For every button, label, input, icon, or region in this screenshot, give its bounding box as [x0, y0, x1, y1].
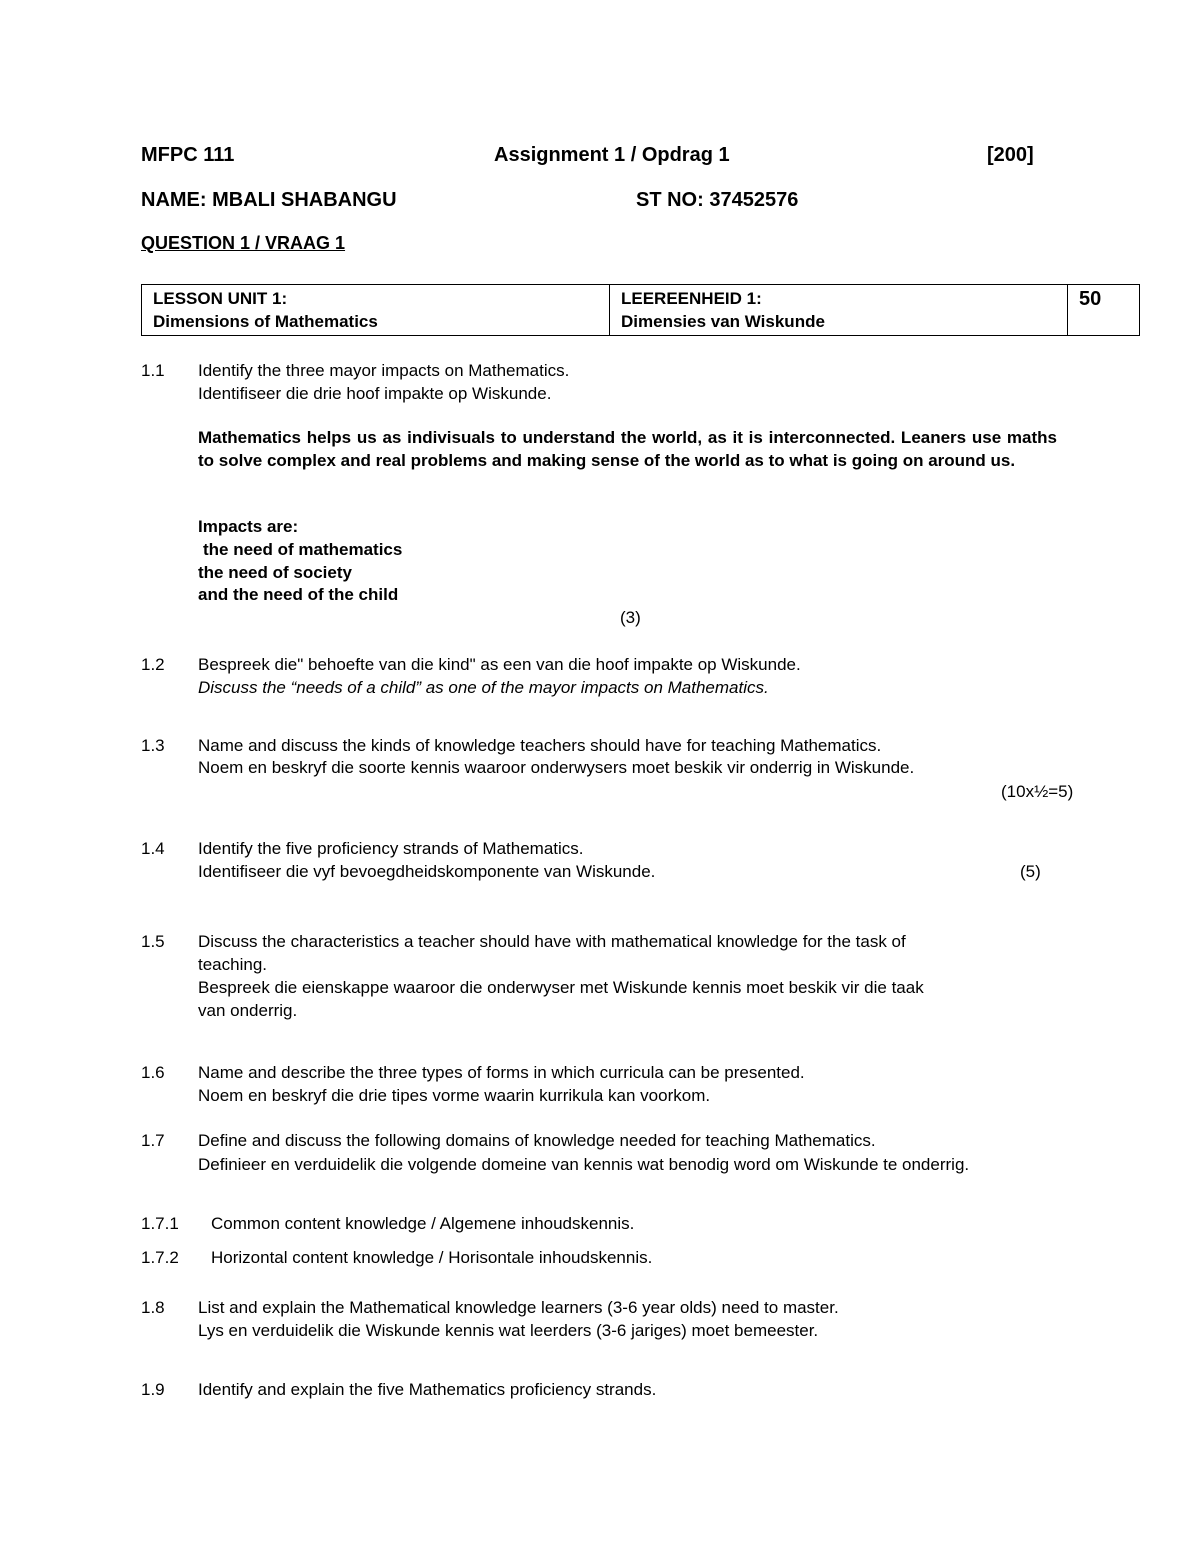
assignment-title: Assignment 1 / Opdrag 1 — [494, 144, 730, 166]
course-code: MFPC 111 — [141, 144, 235, 166]
impacts-heading: Impacts are: — [198, 517, 299, 536]
leereenheid-title: Dimensies van Wiskunde — [621, 312, 825, 331]
q1-2-english: Discuss the “needs of a child” as one of the mayor impacts on Mathematics. — [198, 678, 769, 697]
q1-7-english: Define and discuss the following domains of knowledge needed for teaching Mathematics. — [198, 1131, 876, 1150]
lesson-cell-english — [142, 285, 610, 336]
q1-1-number: 1.1 — [141, 361, 165, 380]
lesson-unit-table — [141, 284, 1140, 336]
student-number: ST NO: 37452576 — [636, 189, 799, 211]
impact-item: the need of mathematics — [203, 540, 403, 559]
leereenheid-label: LEEREENHEID 1: — [621, 289, 762, 308]
q1-1-marks: (3) — [620, 608, 641, 627]
q1-2-afrikaans: Bespreek die" behoefte van die kind" as een van die hoof impakte op Wiskunde. — [198, 655, 801, 674]
q1-1-answer: Mathematics helps us as indivisuals to understand the world, as it is interconnected. Leaners use maths to solve complex and real problems and making sense of the world as to what is going on around us. — [198, 428, 1057, 470]
q1-6-afrikaans: Noem en beskryf die drie tipes vorme waarin kurrikula kan voorkom. — [198, 1086, 711, 1105]
q1-8-afrikaans: Lys en verduidelik die Wiskunde kennis wat leerders (3-6 jariges) moet bemeester. — [198, 1321, 819, 1340]
q1-3-number: 1.3 — [141, 736, 165, 755]
impact-item: the need of society — [198, 563, 352, 582]
q1-7-number: 1.7 — [141, 1131, 165, 1150]
q1-5-number: 1.5 — [141, 932, 165, 951]
q1-2-number: 1.2 — [141, 655, 165, 674]
q1-6-english: Name and describe the three types of forms in which curricula can be presented. — [198, 1063, 805, 1082]
student-name: NAME: MBALI SHABANGU — [141, 189, 397, 211]
q1-6-number: 1.6 — [141, 1063, 165, 1082]
impact-item: and the need of the child — [198, 585, 399, 604]
q1-9-number: 1.9 — [141, 1380, 165, 1399]
lesson-unit-label: LESSON UNIT 1: — [153, 289, 288, 308]
q1-3-marks: (10x½=5) — [1001, 782, 1074, 801]
q1-4-marks: (5) — [1020, 862, 1041, 881]
question-heading: QUESTION 1 / VRAAG 1 — [141, 233, 346, 253]
lesson-cell-afrikaans — [610, 285, 1068, 336]
q1-4-afrikaans: Identifiseer die vyf bevoegdheidskomponente van Wiskunde. — [198, 862, 656, 881]
q1-8-number: 1.8 — [141, 1298, 165, 1317]
total-marks: [200] — [987, 144, 1034, 166]
q1-4-english: Identify the five proficiency strands of Mathematics. — [198, 839, 584, 858]
q1-7-2-text: Horizontal content knowledge / Horisontale inhoudskennis. — [211, 1248, 653, 1267]
q1-8-english: List and explain the Mathematical knowledge learners (3-6 year olds) need to master. — [198, 1298, 839, 1317]
q1-3-english: Name and discuss the kinds of knowledge teachers should have for teaching Mathematics. — [198, 736, 882, 755]
q1-5-afrikaans-line1: Bespreek die eienskappe waaroor die onderwyser met Wiskunde kennis moet beskik vir die taak — [198, 978, 924, 997]
q1-7-2-number: 1.7.2 — [141, 1248, 179, 1267]
q1-7-1-text: Common content knowledge / Algemene inhoudskennis. — [211, 1214, 635, 1233]
q1-5-english-line1: Discuss the characteristics a teacher should have with mathematical knowledge for the task of — [198, 932, 906, 951]
q1-9-english: Identify and explain the five Mathematics proficiency strands. — [198, 1380, 657, 1399]
q1-7-1-number: 1.7.1 — [141, 1214, 179, 1233]
q1-1-afrikaans: Identifiseer die drie hoof impakte op Wiskunde. — [198, 384, 552, 403]
q1-5-afrikaans-line2: van onderrig. — [198, 1001, 298, 1020]
q1-5-english-line2: teaching. — [198, 955, 267, 974]
q1-7-afrikaans: Definieer en verduidelik die volgende domeine van kennis wat benodig word om Wiskunde te onderrig. — [198, 1155, 970, 1174]
q1-3-afrikaans: Noem en beskryf die soorte kennis waaroor onderwysers moet beskik vir onderrig in Wiskunde. — [198, 758, 915, 777]
q1-4-number: 1.4 — [141, 839, 165, 858]
lesson-marks: 50 — [1068, 285, 1140, 336]
lesson-unit-title: Dimensions of Mathematics — [153, 312, 378, 331]
q1-1-english: Identify the three mayor impacts on Mathematics. — [198, 361, 570, 380]
